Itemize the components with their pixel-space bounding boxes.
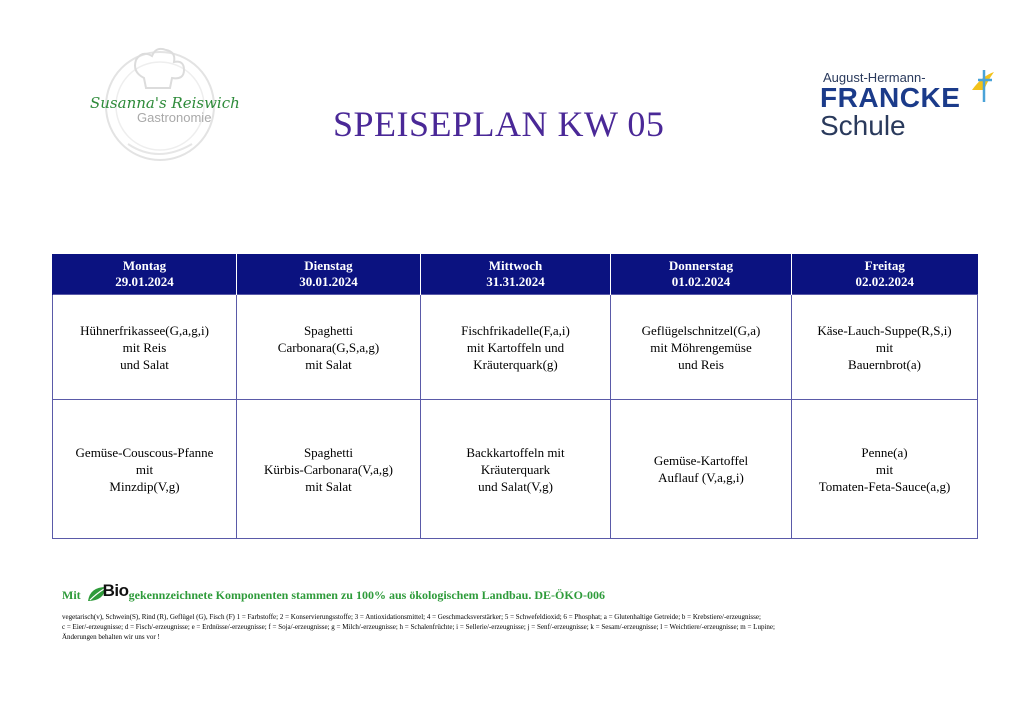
school-logo-line2: FRANCKE xyxy=(820,82,961,113)
allergen-legend xyxy=(62,612,962,642)
day-header-row xyxy=(53,254,978,295)
legend-line-2: c = Eier/-erzeugnisse; d = Fisch/-erzeugnisse; e = Erdnüsse/-erzeugnisse; f = Soja/-erzeugnisse; g = Milch/-erzeugnisse; h = Schalenfrüchte; i = Sellerie/-erzeugnisse; j = Senf/-erzeugnisse; k = Sesam/-erzeugnisse; l = Weichtiere/-erzeugnisse; m = Lupine; xyxy=(62,623,775,631)
menu-row-2 xyxy=(53,400,978,539)
bio-logo xyxy=(87,581,129,603)
meal-cell: Fischfrikadelle(F,a,i) mit Kartoffeln und Kräuterquark(g) xyxy=(421,295,611,400)
caterer-subtitle: Gastronomie xyxy=(137,110,212,125)
meal-cell: Geflügelschnitzel(G,a) mit Möhrengemüse und Reis xyxy=(611,295,792,400)
school-logo xyxy=(818,68,1008,148)
meal-cell: Käse-Lauch-Suppe(R,S,i) mit Bauernbrot(a) xyxy=(792,295,978,400)
bio-notice xyxy=(62,581,606,603)
legend-line-1: vegetarisch(v), Schwein(S), Rind (R), Geflügel (G), Fisch (F) 1 = Farbstoffe; 2 = Konservierungsstoffe; 3 = Antioxidationsmittel; 4 = Geschmacksverstärker; 5 = Schwefeldioxid; 6 = Phosphat; a = Glutenhaltige Getreide; b = Krebstiere/-erzeugnisse; xyxy=(62,613,761,621)
menu-row-1 xyxy=(53,295,978,400)
legend-line-3: Änderungen behalten wir uns vor ! xyxy=(62,633,160,641)
caterer-logo xyxy=(82,44,252,174)
menu-table xyxy=(52,254,978,539)
meal-cell: Backkartoffeln mit Kräuterquark und Salat(V,g) xyxy=(421,400,611,539)
day-header-thursday: Donnerstag 01.02.2024 xyxy=(611,254,792,295)
caterer-name: Susanna's Reiswich xyxy=(90,94,240,112)
day-header-friday: Freitag 02.02.2024 xyxy=(792,254,978,295)
day-header-tuesday: Dienstag 30.01.2024 xyxy=(237,254,421,295)
meal-cell: Spaghetti Carbonara(G,S,a,g) mit Salat xyxy=(237,295,421,400)
meal-cell: Gemüse-Couscous-Pfanne mit Minzdip(V,g) xyxy=(53,400,237,539)
meal-cell: Penne(a) mit Tomaten-Feta-Sauce(a,g) xyxy=(792,400,978,539)
bio-notice-pre: Mit xyxy=(62,588,81,602)
bio-notice-text: gekennzeichnete Komponenten stammen zu 100% aus ökologischem Landbau. DE-ÖKO-006 xyxy=(128,588,606,602)
meal-cell: Gemüse-Kartoffel Auflauf (V,a,g,i) xyxy=(611,400,792,539)
meal-cell: Hühnerfrikassee(G,a,g,i) mit Reis und Salat xyxy=(53,295,237,400)
page-title: SPEISEPLAN KW 05 xyxy=(333,104,665,144)
school-logo-line3: Schule xyxy=(820,110,906,141)
meal-cell: Spaghetti Kürbis-Carbonara(V,a,g) mit Salat xyxy=(237,400,421,539)
bio-logo-text: Bio xyxy=(102,581,129,600)
cross-emblem-icon xyxy=(968,68,998,104)
day-header-monday: Montag 29.01.2024 xyxy=(53,254,237,295)
day-header-wednesday: Mittwoch 31.31.2024 xyxy=(421,254,611,295)
school-logo-line1: August-Hermann- xyxy=(823,70,926,85)
